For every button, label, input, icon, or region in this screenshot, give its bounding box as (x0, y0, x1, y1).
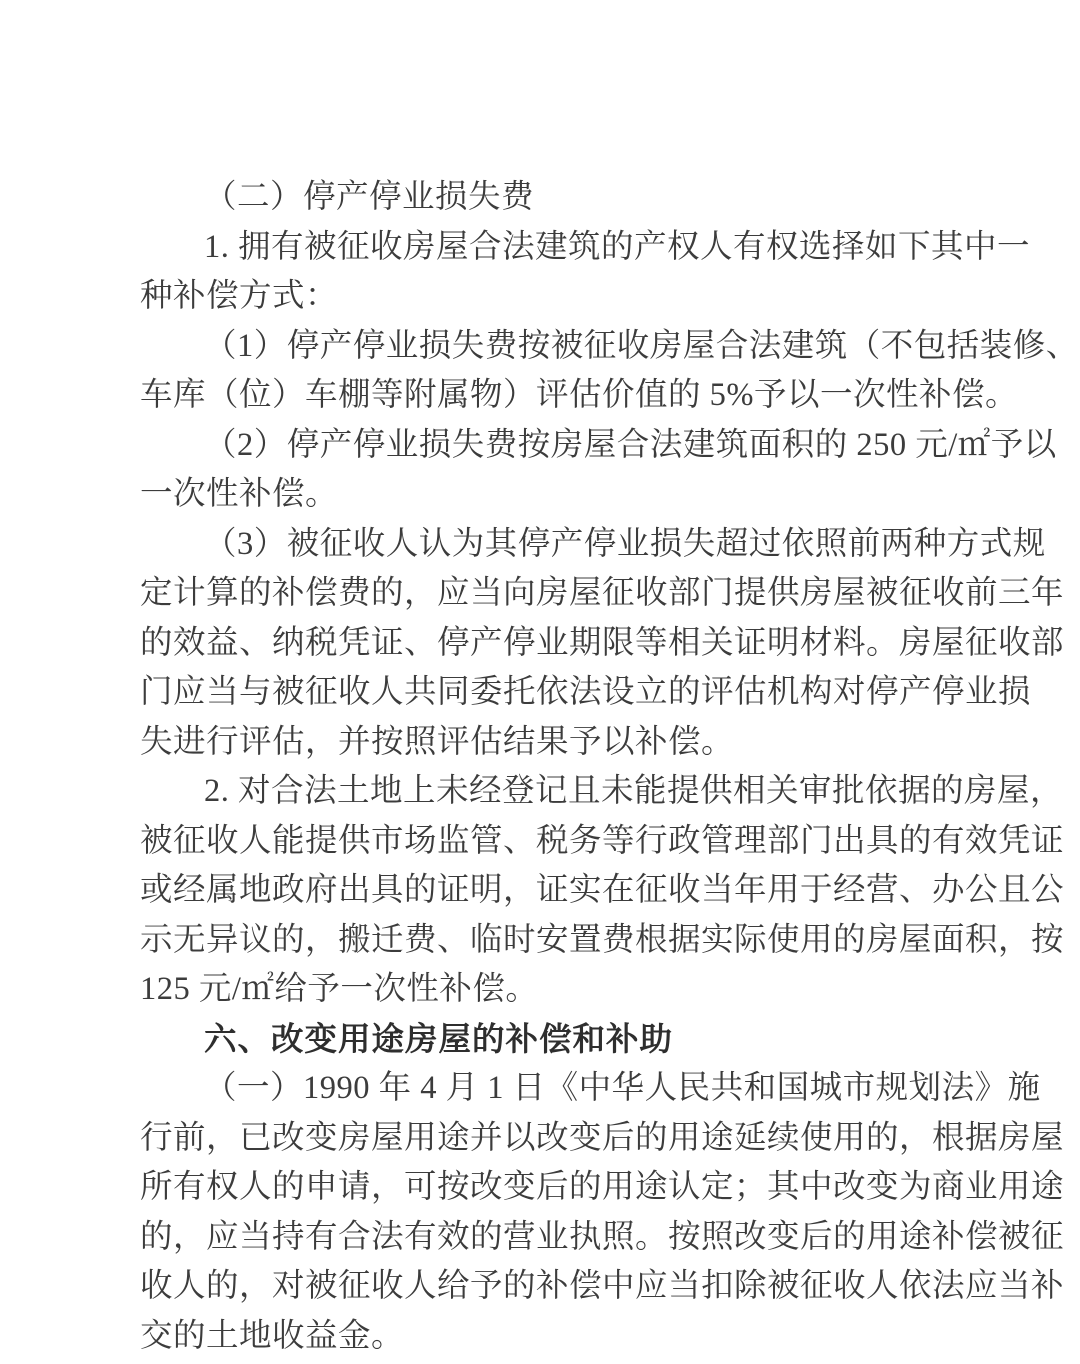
paragraph-line: 所有权人的申请，可按改变后的用途认定；其中改变为商业用途 (140, 1169, 1065, 1205)
paragraph-line: 的效益、纳税凭证、停产停业期限等相关证明材料。房屋征收部 (140, 624, 1065, 661)
paragraph-line: （一）1990 年 4 月 1 日《中华人民共和国城市规划法》施 (204, 1070, 1041, 1106)
paragraph-line: 种补偿方式： (140, 278, 339, 314)
paragraph-line: （3）被征收人认为其停产停业损失超过依照前两种方式规 (204, 525, 1046, 562)
paragraph-line: 车库（位）车棚等附属物）评估价值的 5%予以一次性补偿。 (140, 377, 1018, 413)
paragraph-line: 门应当与被征收人共同委托依法设立的评估机构对停产停业损 (140, 674, 1032, 710)
paragraph-line: 失进行评估，并按照评估结果予以补偿。 (140, 723, 735, 760)
paragraph-line: 收人的，对被征收人给予的补偿中应当扣除被征收人依法应当补 (140, 1268, 1065, 1304)
paragraph-line: 125 元/㎡给予一次性补偿。 (140, 971, 539, 1007)
subsection-heading: （二）停产停业损失费 (204, 179, 535, 215)
paragraph-line: 2. 对合法土地上未经登记且未能提供相关审批依据的房屋， (204, 773, 1064, 809)
paragraph-line: 示无异议的，搬迁费、临时安置费根据实际使用的房屋面积，按 (140, 921, 1065, 958)
paragraph-line: 或经属地政府出具的证明，证实在征收当年用于经营、办公且公 (140, 872, 1065, 908)
paragraph-line: 交的土地收益金。 (140, 1317, 405, 1354)
paragraph-line: 定计算的补偿费的，应当向房屋征收部门提供房屋被征收前三年 (140, 575, 1065, 611)
paragraph-line: 1. 拥有被征收房屋合法建筑的产权人有权选择如下其中一 (204, 228, 1031, 265)
paragraph-line: 的，应当持有合法有效的营业执照。按照改变后的用途补偿被征 (140, 1218, 1065, 1255)
paragraph-line: 一次性补偿。 (140, 476, 339, 512)
document-text-block (140, 173, 1079, 1361)
paragraph-line: （1）停产停业损失费按被征收房屋合法建筑（不包括装修、 (204, 327, 1079, 364)
paragraph-line: （2）停产停业损失费按房屋合法建筑面积的 250 元/㎡予以 (204, 426, 1057, 463)
paragraph-line: 被征收人能提供市场监管、税务等行政管理部门出具的有效凭证 (140, 822, 1065, 859)
section-heading: 六、改变用途房屋的补偿和补助 (204, 1020, 674, 1057)
paragraph-line: 行前，已改变房屋用途并以改变后的用途延续使用的，根据房屋 (140, 1119, 1065, 1156)
